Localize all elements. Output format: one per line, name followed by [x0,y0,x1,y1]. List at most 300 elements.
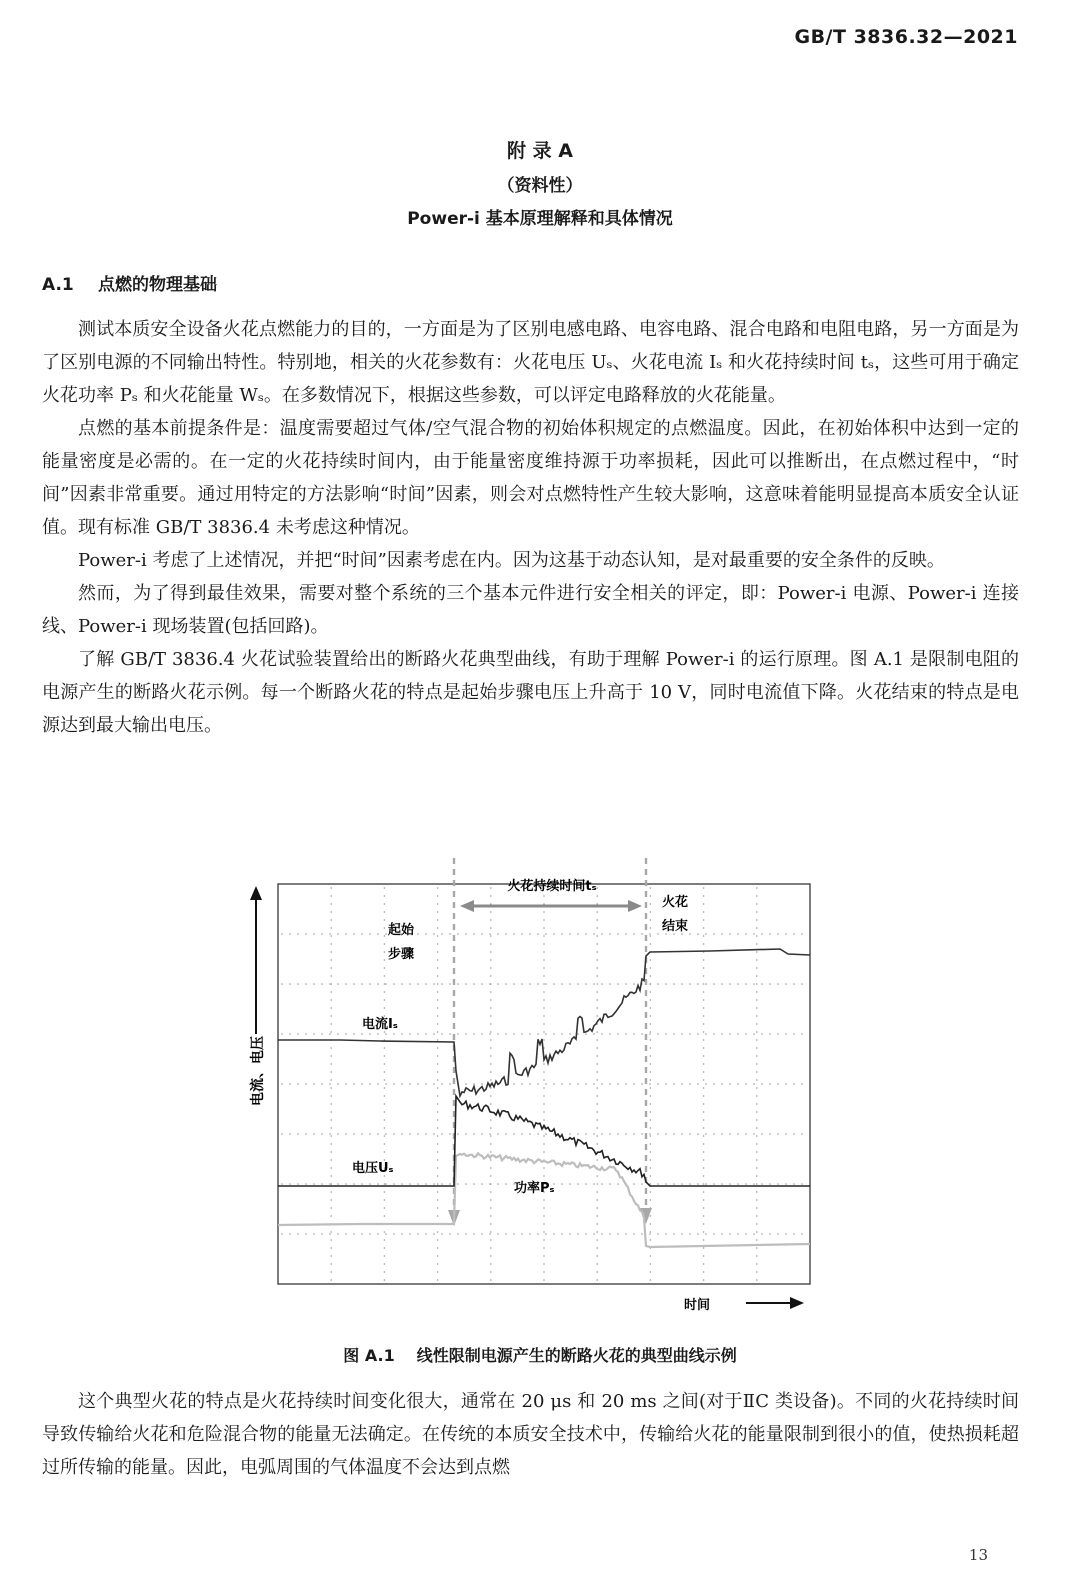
grid-dot [769,933,771,935]
grid-dot [330,1159,332,1161]
grid-dot [490,1263,492,1265]
y-axis-arrowhead [250,886,262,900]
grid-dot [596,1199,598,1201]
grid-dot [489,1233,491,1235]
grid-dot [703,1127,705,1129]
grid-dot [441,1083,443,1085]
grid-dot [777,1183,779,1185]
grid-dot [657,1233,659,1235]
grid-dot [490,951,492,953]
end-label-line2: 结束 [662,919,689,934]
grid-dot [625,1083,627,1085]
grid-dot [385,1133,387,1135]
grid-dot [593,1233,595,1235]
grid-dot [756,967,758,969]
grid-dot [756,1055,758,1057]
grid-dot [417,1033,419,1035]
grid-dot [761,1233,763,1235]
grid-dot [737,933,739,935]
grid-dot [490,935,492,937]
grid-dot [437,959,439,961]
grid-dot [801,1183,803,1185]
grid-dot [305,933,307,935]
grid-dot [703,1119,705,1121]
grid-dot [596,959,598,961]
grid-dot [433,933,435,935]
grid-dot [437,1023,439,1025]
grid-dot [703,1087,705,1089]
grid-dot [569,1083,571,1085]
grid-dot [756,1127,758,1129]
grid-dot [330,1247,332,1249]
grid-dot [729,1033,731,1035]
grid-dot [490,1239,492,1241]
grid-dot [703,1279,705,1281]
grid-dot [650,1199,652,1201]
grid-dot [297,1183,299,1185]
grid-dot [596,975,598,977]
grid-dot [305,983,307,985]
grid-dot [473,983,475,985]
grid-dot [756,959,758,961]
grid-dot [561,1183,563,1185]
grid-dot [703,983,705,985]
grid-dot [703,1047,705,1049]
grid-dot [601,1083,603,1085]
grid-dot [756,1263,758,1265]
grid-dot [756,1279,758,1281]
grid-dot [543,1239,545,1241]
grid-dot [650,1023,652,1025]
grid-dot [543,1119,545,1121]
grid-dot [353,983,355,985]
grid-dot [384,1183,386,1185]
grid-dot [756,1271,758,1273]
grid-dot [384,943,386,945]
grid-dot [384,1199,386,1201]
grid-dot [756,1247,758,1249]
grid-dot [801,1033,803,1035]
grid-dot [596,1111,598,1113]
grid-dot [543,1023,545,1025]
grid-dot [330,1127,332,1129]
grid-dot [641,1183,643,1185]
grid-dot [697,1183,699,1185]
paragraph: 测试本质安全设备火花点燃能力的目的，一方面是为了区别电感电路、电容电路、混合电路和电阻电路，另一方面是为了区别电源的不同输出特性。特别地，相关的火花参数有：火花电压 Uₛ、火花电流 Iₛ 和火花持续时间 tₛ，这些可用于确定火花功率 Pₛ 和火花能量 Wₛ。在多数情况下，根据这些参数，可以评定电路释放的火花能量。 [42,319,1019,406]
grid-dot [521,1083,523,1085]
grid-dot [401,1083,403,1085]
grid-dot [697,1033,699,1035]
grid-dot [756,943,758,945]
grid-dot [596,999,598,1001]
grid-dot [393,1233,395,1235]
grid-dot [361,1083,363,1085]
grid-dot [330,895,332,897]
grid-dot [596,983,598,985]
grid-dot [756,1255,758,1257]
grid-dot [756,975,758,977]
grid-dot [593,1033,595,1035]
grid-dot [330,1279,332,1281]
grid-dot [673,1133,675,1135]
grid-dot [497,933,499,935]
grid-dot [543,919,545,921]
grid-dot [703,1071,705,1073]
grid-dot [650,1103,652,1105]
grid-dot [657,1083,659,1085]
grid-dot [601,1183,603,1185]
grid-dot [437,1215,439,1217]
grid-dot [441,983,443,985]
grid-dot [330,1079,332,1081]
grid-dot [337,1033,339,1035]
grid-dot [330,1239,332,1241]
grid-dot [329,983,331,985]
grid-dot [561,1083,563,1085]
grid-dot [437,1047,439,1049]
grid-dot [543,951,545,953]
grid-dot [596,1143,598,1145]
grid-dot [756,1039,758,1041]
grid-dot [329,933,331,935]
grid-dot [650,1119,652,1121]
grid-dot [703,911,705,913]
grid-dot [596,919,598,921]
grid-dot [596,927,598,929]
grid-dot [713,1133,715,1135]
grid-dot [330,959,332,961]
grid-dot [569,933,571,935]
grid-dot [425,983,427,985]
grid-dot [543,1079,545,1081]
grid-dot [490,1127,492,1129]
grid-dot [650,1159,652,1161]
grid-dot [401,1133,403,1135]
grid-dot [703,1143,705,1145]
grid-dot [801,983,803,985]
grid-dot [281,1033,283,1035]
grid-dot [537,1083,539,1085]
grid-dot [490,1151,492,1153]
grid-dot [330,975,332,977]
grid-dot [703,1111,705,1113]
grid-dot [473,1233,475,1235]
grid-dot [490,1047,492,1049]
grid-dot [384,1063,386,1065]
grid-dot [665,1083,667,1085]
grid-dot [665,1183,667,1185]
grid-dot [729,1233,731,1235]
grid-dot [543,943,545,945]
grid-dot [756,999,758,1001]
grid-dot [369,1183,371,1185]
grid-dot [297,933,299,935]
grid-dot [596,951,598,953]
grid-dot [369,933,371,935]
grid-dot [384,1119,386,1121]
grid-dot [756,1119,758,1121]
grid-dot [713,1183,715,1185]
grid-dot [305,1233,307,1235]
grid-dot [553,933,555,935]
grid-dot [369,1133,371,1135]
grid-dot [385,983,387,985]
grid-dot [490,1271,492,1273]
grid-dot [596,1135,598,1137]
grid-dot [793,1233,795,1235]
grid-dot [703,1263,705,1265]
grid-dot [490,887,492,889]
voltage-label: 电压Uₛ [352,1161,394,1176]
grid-dot [543,999,545,1001]
grid-dot [457,933,459,935]
grid-dot [650,959,652,961]
grid-dot [537,1233,539,1235]
grid-dot [703,1223,705,1225]
grid-dot [596,1239,598,1241]
grid-dot [305,1033,307,1035]
grid-dot [593,1183,595,1185]
grid-dot [449,1083,451,1085]
grid-dot [729,933,731,935]
grid-dot [337,1233,339,1235]
grid-dot [481,1183,483,1185]
grid-dot [633,1233,635,1235]
grid-dot [625,983,627,985]
caption-title: 线性限制电源产生的断路火花的典型曲线示例 [416,1346,737,1365]
grid-dot [490,1255,492,1257]
grid-dot [384,1247,386,1249]
grid-dot [321,1033,323,1035]
grid-dot [305,1183,307,1185]
grid-dot [769,1183,771,1185]
grid-dot [756,1199,758,1201]
grid-dot [617,1083,619,1085]
grid-dot [449,983,451,985]
grid-dot [437,911,439,913]
grid-dot [543,1087,545,1089]
grid-dot [703,935,705,937]
grid-dot [497,1033,499,1035]
grid-dot [753,1033,755,1035]
grid-dot [543,1207,545,1209]
grid-dot [745,1183,747,1185]
grid-dot [756,1207,758,1209]
grid-dot [543,1007,545,1009]
grid-dot [703,1151,705,1153]
figure-caption [0,1343,1080,1366]
grid-dot [543,1015,545,1017]
grid-dot [465,1133,467,1135]
grid-dot [481,1133,483,1135]
grid-dot [703,1095,705,1097]
grid-dot [437,935,439,937]
grid-dot [769,983,771,985]
grid-dot [801,933,803,935]
grid-dot [721,1033,723,1035]
grid-dot [703,1063,705,1065]
grid-dot [437,1103,439,1105]
grid-dot [673,983,675,985]
grid-dot [665,1133,667,1135]
section-title: 点燃的物理基础 [98,275,217,295]
grid-dot [505,933,507,935]
grid-dot [681,1033,683,1035]
grid-dot [703,895,705,897]
grid-dot [384,1087,386,1089]
grid-dot [543,911,545,913]
grid-dot [543,927,545,929]
grid-dot [543,1111,545,1113]
grid-dot [330,1135,332,1137]
grid-dot [384,1151,386,1153]
grid-dot [505,1233,507,1235]
grid-dot [497,983,499,985]
page-number: 13 [968,1546,988,1564]
grid-dot [329,1033,331,1035]
grid-dot [321,1133,323,1135]
grid-dot [737,983,739,985]
grid-dot [384,1095,386,1097]
grid-dot [437,1031,439,1033]
grid-dot [543,1199,545,1201]
grid-dot [585,983,587,985]
grid-dot [330,911,332,913]
grid-dot [756,1135,758,1137]
grid-dot [481,1083,483,1085]
grid-dot [703,1167,705,1169]
grid-dot [617,933,619,935]
grid-dot [756,983,758,985]
grid-dot [609,1233,611,1235]
grid-dot [753,933,755,935]
grid-dot [703,927,705,929]
grid-dot [384,951,386,953]
grid-dot [650,1151,652,1153]
grid-dot [490,967,492,969]
grid-dot [596,1159,598,1161]
grid-dot [703,1079,705,1081]
grid-dot [384,983,386,985]
grid-dot [625,1233,627,1235]
grid-dot [377,1083,379,1085]
grid-dot [793,1183,795,1185]
grid-dot [650,887,652,889]
grid-dot [617,1233,619,1235]
grid-dot [596,887,598,889]
grid-dot [673,1183,675,1185]
grid-dot [703,1135,705,1137]
grid-dot [703,1231,705,1233]
grid-dot [703,1183,705,1185]
grid-dot [649,1083,651,1085]
grid-dot [721,933,723,935]
grid-dot [785,933,787,935]
grid-dot [489,933,491,935]
grid-dot [384,903,386,905]
grid-dot [745,1033,747,1035]
grid-dot [650,1039,652,1041]
grid-dot [384,1271,386,1273]
grid-dot [330,903,332,905]
grid-dot [330,1143,332,1145]
grid-dot [437,1127,439,1129]
grid-dot [521,1233,523,1235]
grid-dot [281,1133,283,1135]
grid-dot [353,933,355,935]
grid-dot [513,933,515,935]
grid-dot [401,1183,403,1185]
grid-dot [649,1033,651,1035]
grid-dot [703,1215,705,1217]
grid-dot [543,1071,545,1073]
grid-dot [437,1007,439,1009]
grid-dot [737,1033,739,1035]
grid-dot [650,1223,652,1225]
grid-dot [756,951,758,953]
grid-dot [705,1083,707,1085]
grid-dot [713,983,715,985]
grid-dot [745,983,747,985]
grid-dot [425,1083,427,1085]
grid-dot [425,1033,427,1035]
grid-dot [753,1083,755,1085]
grid-dot [281,1233,283,1235]
grid-dot [377,983,379,985]
grid-dot [703,903,705,905]
grid-dot [703,919,705,921]
grid-dot [596,1231,598,1233]
grid-dot [330,1031,332,1033]
grid-dot [441,1233,443,1235]
grid-dot [345,1133,347,1135]
grid-dot [649,983,651,985]
grid-dot [689,933,691,935]
grid-dot [490,959,492,961]
grid-dot [490,911,492,913]
grid-dot [585,1033,587,1035]
grid-dot [361,1233,363,1235]
grid-dot [393,1183,395,1185]
grid-dot [785,1083,787,1085]
grid-dot [650,1087,652,1089]
grid-dot [384,1263,386,1265]
grid-dot [330,1255,332,1257]
grid-dot [561,983,563,985]
grid-dot [641,1033,643,1035]
grid-dot [393,1133,395,1135]
grid-dot [596,1079,598,1081]
grid-dot [650,1015,652,1017]
grid-dot [473,1133,475,1135]
grid-dot [657,1133,659,1135]
grid-dot [425,1133,427,1135]
grid-dot [703,1247,705,1249]
grid-dot [537,983,539,985]
grid-dot [385,1233,387,1235]
grid-dot [569,1183,571,1185]
grid-dot [361,1183,363,1185]
grid-dot [281,983,283,985]
grid-dot [650,1231,652,1233]
grid-dot [437,1167,439,1169]
grid-dot [330,1231,332,1233]
grid-dot [490,1175,492,1177]
standard-code: GB/T 3836.32—2021 [794,26,1018,48]
grid-dot [437,1119,439,1121]
grid-dot [756,1063,758,1065]
grid-dot [490,1199,492,1201]
